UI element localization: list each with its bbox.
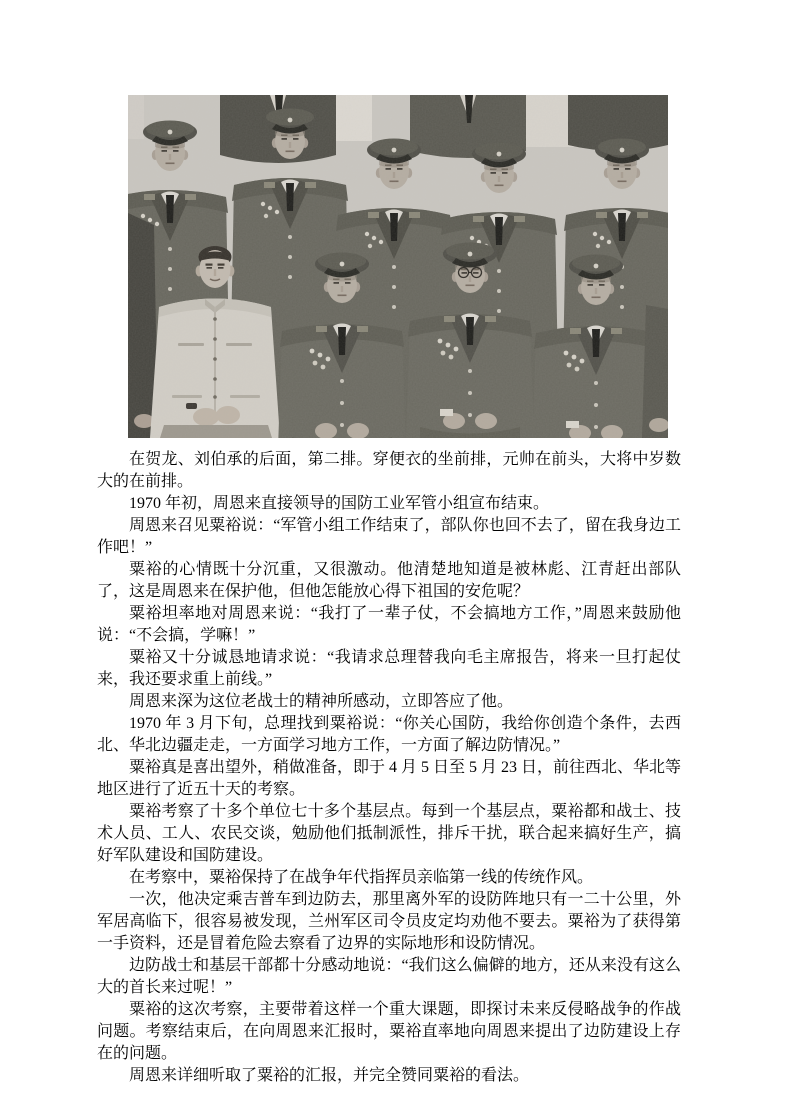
- paragraph: 粟裕的这次考察，主要带着这样一个重大课题，即探讨未来反侵略战争的作战问题。考察结束后，在向周恩来汇报时，粟裕直率地向周恩来提出了边防建设上存在的问题。: [97, 1001, 681, 1062]
- paragraph: 1970 年 3 月下旬，总理找到粟裕说：“你关心国防，我给你创造个条件，去西北、华北边疆走走，一方面学习地方工作，一方面了解边防情况。”: [97, 715, 681, 754]
- paragraph: 粟裕真是喜出望外，稍做准备，即于 4 月 5 日至 5 月 23 日，前往西北、华北等地区进行了近五十天的考察。: [97, 759, 682, 798]
- paragraph: 一次，他决定乘吉普车到边防去，那里离外军的设防阵地只有一二十公里，外军居高临下，很容易被发现，兰州军区司令员皮定均劝他不要去。粟裕为了获得第一手资料，还是冒着危险去察看了边界的实际地形和设防情况。: [97, 891, 681, 952]
- paragraph: 粟裕又十分诚恳地请求说：“我请求总理替我向毛主席报告，将来一旦打起仗来，我还要求重上前线。”: [97, 649, 681, 688]
- paragraph: 边防战士和基层干部都十分感动地说：“我们这么偏僻的地方，还从来没有这么大的首长来过呢！”: [97, 957, 681, 996]
- paragraph: 粟裕坦率地对周恩来说：“我打了一辈子仗，不会搞地方工作，”周恩来鼓励他说：“不会搞，学嘛！”: [97, 605, 681, 644]
- paragraph: 1970 年初，周恩来直接领导的国防工业军管小组宣布结束。: [129, 495, 550, 512]
- paragraph: 在贺龙、刘伯承的后面，第二排。穿便衣的坐前排，元帅在前头，大将中岁数大的在前排。: [97, 451, 681, 490]
- group-photo-illustration: [128, 95, 668, 438]
- paragraph: 周恩来详细听取了粟裕的汇报，并完全赞同粟裕的看法。: [129, 1067, 530, 1084]
- article-body: [97, 449, 681, 1087]
- group-photo: [128, 95, 668, 438]
- paragraph: 周恩来深为这位老战士的精神所感动，立即答应了他。: [129, 693, 514, 710]
- paragraph: 粟裕的心情既十分沉重，又很激动。他清楚地知道是被林彪、江青赶出部队了，这是周恩来在保护他，但他怎能放心得下祖国的安危呢？: [97, 561, 681, 600]
- paragraph: 周恩来召见粟裕说：“军管小组工作结束了，部队你也回不去了，留在我身边工作吧！”: [97, 517, 681, 556]
- paragraph: 粟裕考察了十多个单位七十多个基层点。每到一个基层点，粟裕都和战士、技术人员、工人、农民交谈，勉励他们抵制派性，排斥干扰，联合起来搞好生产，搞好军队建设和国防建设。: [97, 803, 681, 864]
- paragraph: 在考察中，粟裕保持了在战争年代指挥员亲临第一线的传统作风。: [129, 869, 594, 886]
